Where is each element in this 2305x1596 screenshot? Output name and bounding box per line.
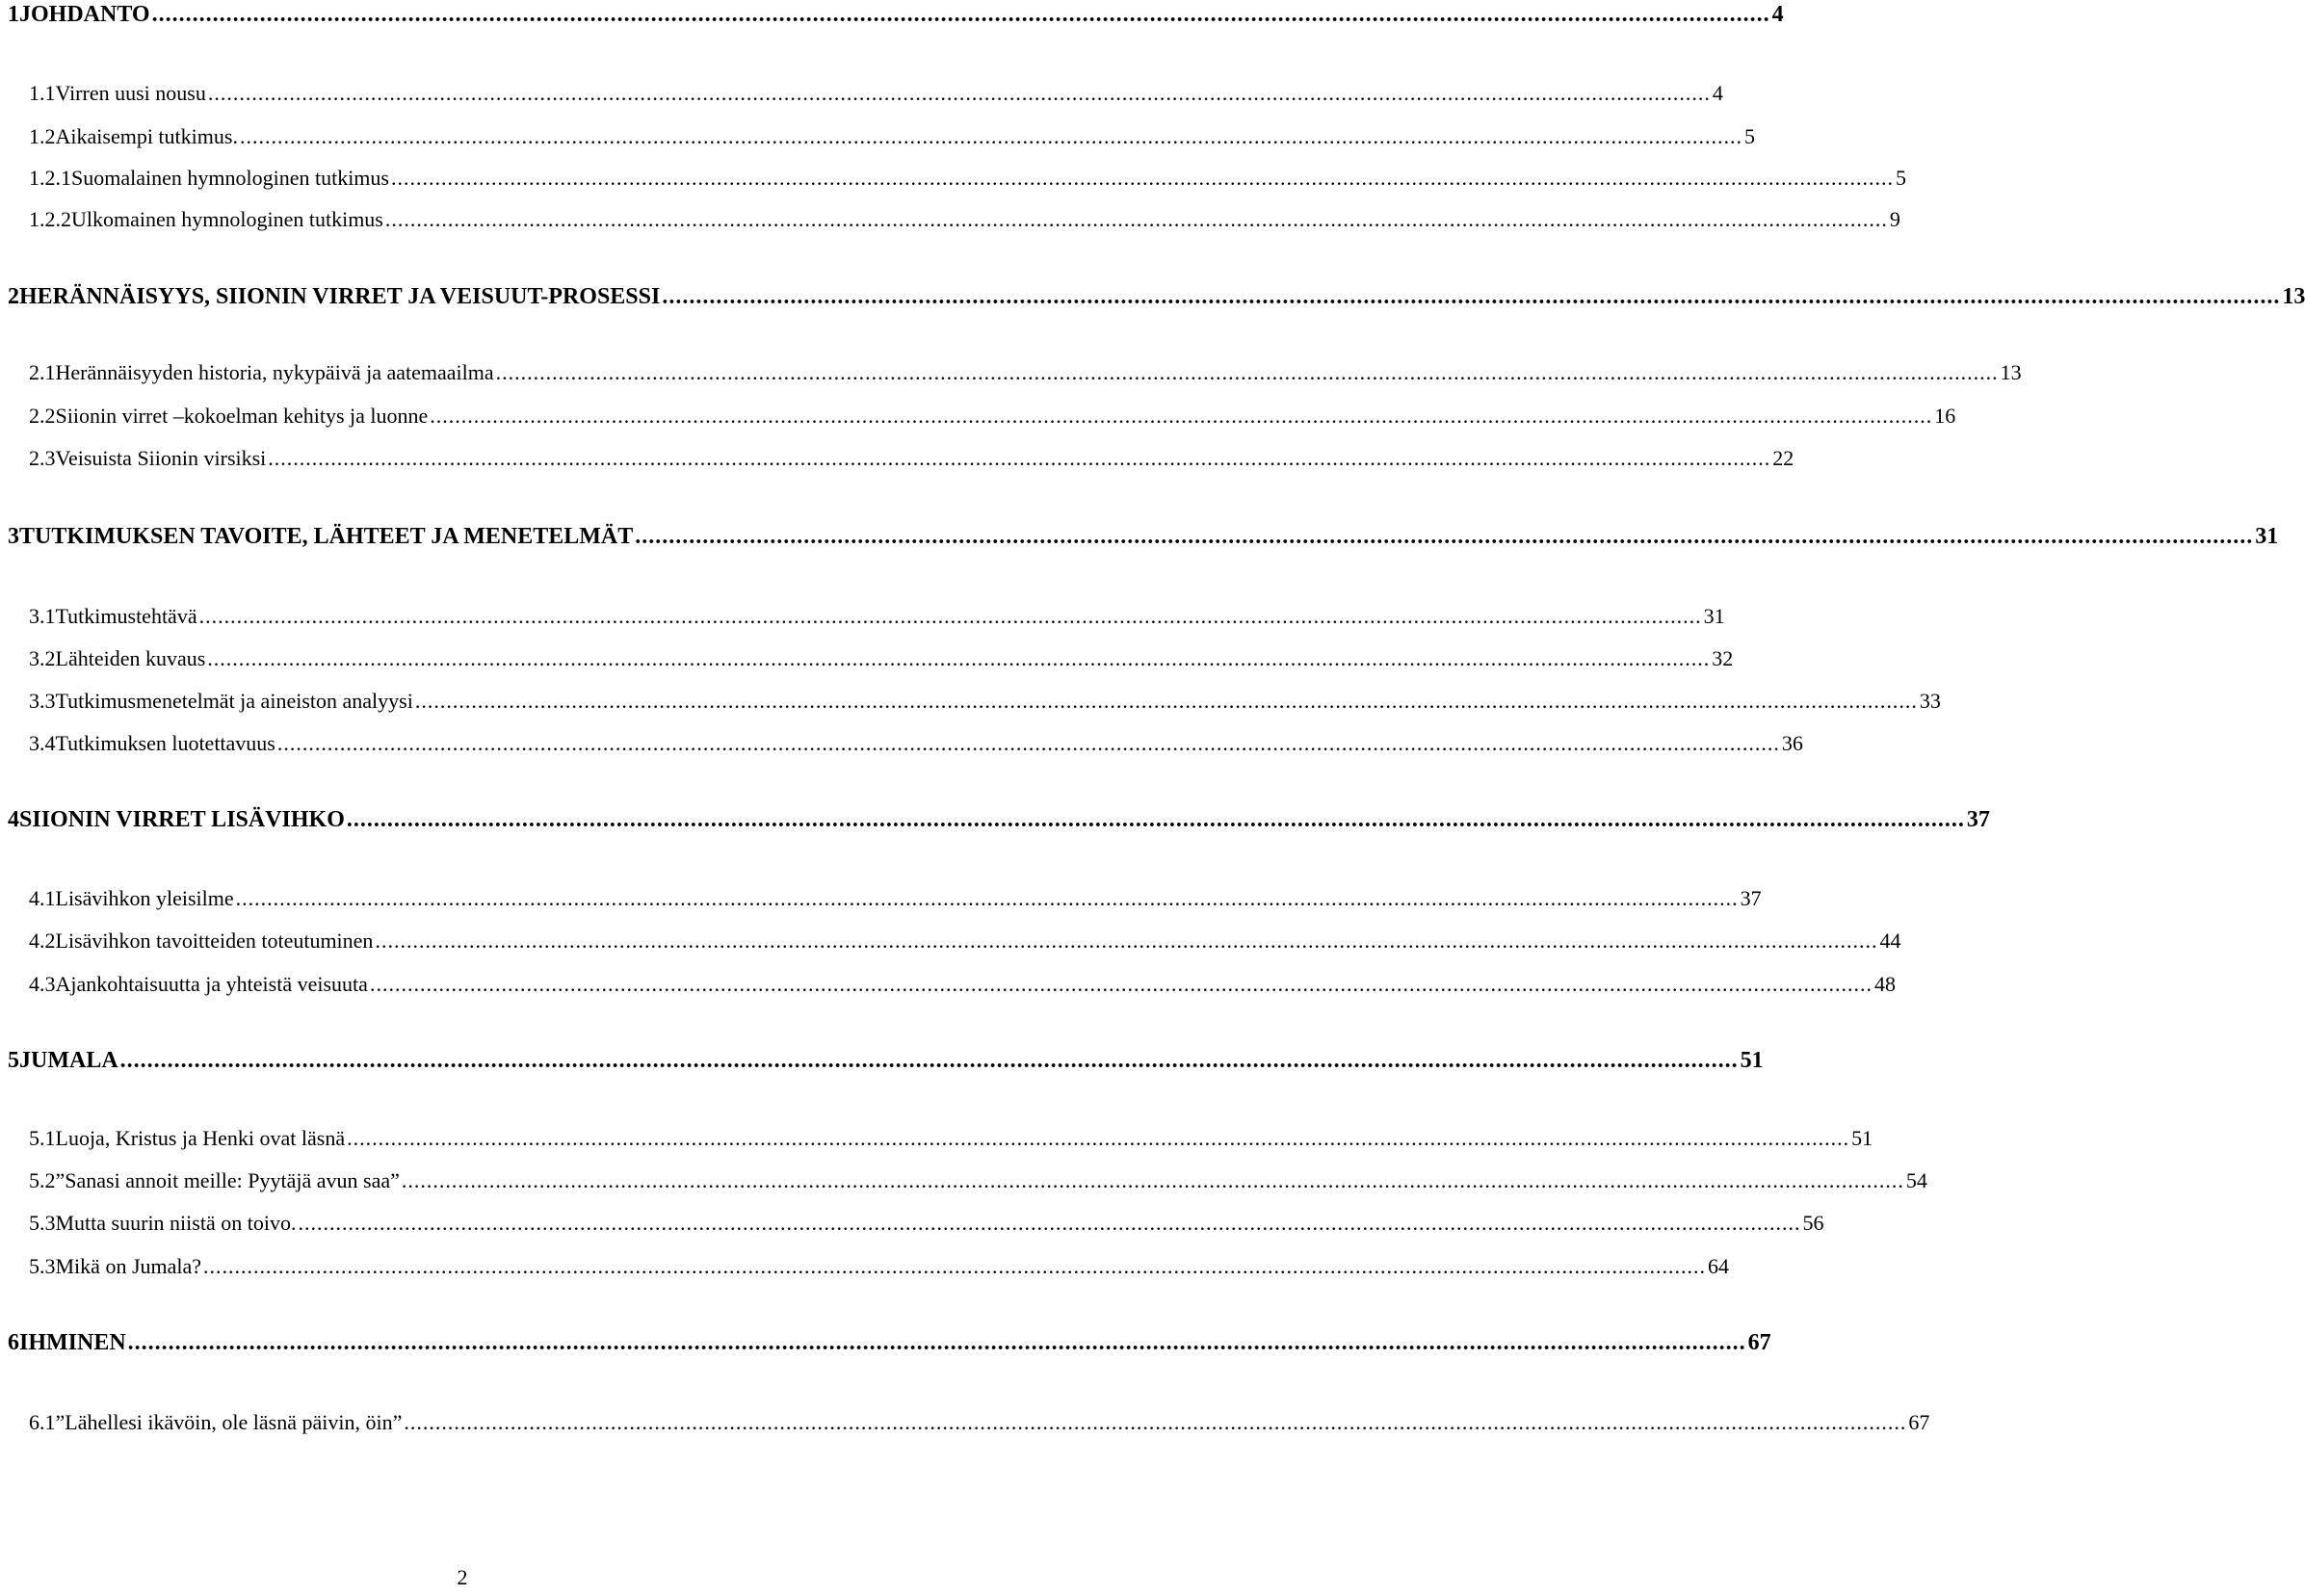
- toc-leader-dots: ................................................................................................................................................................................................................................................: [268, 446, 1771, 470]
- toc-title: IHMINEN: [19, 1330, 126, 1355]
- toc-title: ”Lähellesi ikävöin, ole läsnä päivin, öin”: [55, 1410, 403, 1434]
- toc-number: 3.1: [29, 604, 56, 628]
- toc-number: 1.2.1: [29, 166, 71, 190]
- toc-page-number: 67: [1908, 1410, 1930, 1434]
- toc-title: Ajankohtaisuutta ja yhteistä veisuuta: [55, 972, 368, 996]
- toc-entry-section[interactable]: [29, 689, 1941, 714]
- toc-number: 1.1: [29, 81, 56, 105]
- toc-number: 5.3: [29, 1211, 56, 1235]
- toc-entry-section[interactable]: [29, 360, 2022, 385]
- toc-page-number: 9: [1889, 207, 1900, 231]
- page-number: 2: [457, 1565, 468, 1589]
- toc-entry-section[interactable]: [29, 731, 1803, 756]
- toc-title: Luoja, Kristus ja Henki ovat läsnä: [55, 1126, 346, 1150]
- toc-page-number: 5: [1895, 166, 1906, 190]
- toc-page-number: 13: [2282, 284, 2305, 309]
- toc-leader-dots: ................................................................................................................................................................................................................................................: [276, 731, 1780, 755]
- toc-leader-dots: ................................................................................................................................................................................................................................................: [346, 807, 1965, 832]
- toc-page-number: 37: [1966, 807, 1990, 832]
- toc-page-number: 67: [1747, 1330, 1771, 1355]
- toc-entry-section[interactable]: [29, 929, 1901, 954]
- toc-leader-dots: ................................................................................................................................................................................................................................................: [401, 1168, 1904, 1192]
- toc-number: 5.3: [29, 1254, 56, 1278]
- toc-number: 4: [8, 807, 19, 832]
- toc-entry-section[interactable]: [29, 1410, 1930, 1435]
- toc-entry-section[interactable]: [29, 446, 1794, 471]
- toc-title: Virren uusi nousu: [55, 81, 206, 105]
- toc-leader-dots: ................................................................................................................................................................................................................................................: [495, 360, 1999, 384]
- toc-entry-section[interactable]: [29, 404, 1956, 429]
- toc-page-number: 36: [1781, 731, 1803, 755]
- toc-page-number: 54: [1905, 1168, 1927, 1192]
- toc-page-number: 32: [1712, 646, 1734, 670]
- toc-number: 3.2: [29, 646, 56, 670]
- toc-page-number: 37: [1740, 886, 1762, 910]
- toc-title: Herännäisyyden historia, nykypäivä ja aatemaailma: [55, 360, 494, 384]
- toc-page-number: 51: [1740, 1048, 1764, 1073]
- toc-title: Suomalainen hymnologinen tutkimus: [71, 166, 389, 190]
- toc-title: HERÄNNÄISYYS, SIIONIN VIRRET JA VEISUUT-PROSESSI: [19, 284, 661, 309]
- toc-entry-section[interactable]: [29, 81, 1723, 106]
- toc-page-number: 56: [1802, 1211, 1824, 1235]
- toc-number: 3.3: [29, 689, 56, 713]
- toc-leader-dots: ................................................................................................................................................................................................................................................: [390, 166, 1894, 190]
- toc-title: Siionin virret –kokoelman kehitys ja luonne: [55, 404, 429, 428]
- toc-title: Lisävihkon tavoitteiden toteutuminen: [55, 929, 374, 953]
- toc-entry-chapter[interactable]: [8, 1048, 1764, 1074]
- toc-entry-chapter[interactable]: [8, 524, 2279, 550]
- toc-entry-chapter[interactable]: [8, 2, 1784, 28]
- toc-number: 4.3: [29, 972, 56, 996]
- toc-title: JOHDANTO: [19, 2, 150, 27]
- toc-page-number: 44: [1879, 929, 1901, 953]
- toc-leader-dots: ................................................................................................................................................................................................................................................: [127, 1330, 1746, 1355]
- toc-leader-dots: ................................................................................................................................................................................................................................................: [235, 886, 1739, 910]
- toc-title: Mikä on Jumala?: [55, 1254, 202, 1278]
- toc-page-number: 4: [1771, 2, 1784, 27]
- toc-page-number: 33: [1919, 689, 1941, 713]
- toc-leader-dots: ................................................................................................................................................................................................................................................: [119, 1048, 1739, 1073]
- toc-title: Tutkimustehtävä: [55, 604, 197, 628]
- toc-entry-subsection[interactable]: [29, 207, 1900, 232]
- toc-entry-chapter[interactable]: [8, 284, 2305, 310]
- toc-leader-dots: ................................................................................................................................................................................................................................................: [207, 646, 1711, 670]
- toc-number: 6.1: [29, 1410, 56, 1434]
- toc-entry-section[interactable]: [29, 604, 1725, 629]
- toc-title: Mutta suurin niistä on toivo.: [55, 1211, 297, 1235]
- toc-number: 3: [8, 524, 19, 549]
- toc-entry-section[interactable]: [29, 972, 1896, 997]
- toc-title: Lisävihkon yleisilme: [55, 886, 234, 910]
- toc-leader-dots: ................................................................................................................................................................................................................................................: [662, 284, 2281, 309]
- toc-number: 4.1: [29, 886, 56, 910]
- toc-number: 1.2.2: [29, 207, 71, 231]
- toc-number: 1: [8, 2, 19, 27]
- toc-page-number: 48: [1873, 972, 1896, 996]
- toc-page-number: 31: [1703, 604, 1725, 628]
- toc-leader-dots: ................................................................................................................................................................................................................................................: [375, 929, 1878, 953]
- toc-leader-dots: ................................................................................................................................................................................................................................................: [430, 404, 1933, 428]
- toc-title: Lähteiden kuvaus: [55, 646, 206, 670]
- toc-leader-dots: ................................................................................................................................................................................................................................................: [384, 207, 1888, 231]
- toc-page-number: 31: [2255, 524, 2279, 549]
- toc-number: 5.2: [29, 1168, 56, 1192]
- toc-entry-section[interactable]: [29, 646, 1734, 671]
- toc-number: 4.2: [29, 929, 56, 953]
- toc-title: Ulkomainen hymnologinen tutkimus: [71, 207, 383, 231]
- toc-title: Veisuista Siionin virsiksi: [55, 446, 267, 470]
- toc-entry-section[interactable]: [29, 124, 1755, 149]
- toc-entry-section[interactable]: [29, 1126, 1873, 1151]
- toc-entry-section[interactable]: [29, 1254, 1730, 1279]
- toc-entry-section[interactable]: [29, 1168, 1927, 1193]
- toc-title: Aikaisempi tutkimus.: [55, 124, 238, 148]
- toc-number: 2.2: [29, 404, 56, 428]
- toc-entry-chapter[interactable]: [8, 807, 1990, 833]
- toc-page-number: 5: [1743, 124, 1755, 148]
- toc-entry-subsection[interactable]: [29, 166, 1906, 191]
- toc-leader-dots: ................................................................................................................................................................................................................................................: [369, 972, 1873, 996]
- toc-page-number: 4: [1712, 81, 1723, 105]
- toc-number: 5: [8, 1048, 19, 1073]
- toc-title: TUTKIMUKSEN TAVOITE, LÄHTEET JA MENETELMÄT: [19, 524, 634, 549]
- toc-leader-dots: ................................................................................................................................................................................................................................................: [414, 689, 1918, 713]
- toc-title: ”Sanasi annoit meille: Pyytäjä avun saa”: [55, 1168, 400, 1192]
- toc-title: Tutkimuksen luotettavuus: [55, 731, 275, 755]
- toc-number: 6: [8, 1330, 19, 1355]
- toc-number: 5.1: [29, 1126, 56, 1150]
- toc-number: 2.3: [29, 446, 56, 470]
- toc-page-number: 51: [1851, 1126, 1873, 1150]
- toc-leader-dots: ................................................................................................................................................................................................................................................: [347, 1126, 1850, 1150]
- toc-number: 3.4: [29, 731, 56, 755]
- toc-leader-dots: ................................................................................................................................................................................................................................................: [635, 524, 2254, 549]
- toc-page-number: 22: [1772, 446, 1794, 470]
- toc-title: JUMALA: [19, 1048, 118, 1073]
- toc-number: 2: [8, 284, 19, 309]
- toc-leader-dots: ................................................................................................................................................................................................................................................: [151, 2, 1770, 27]
- toc-entry-section[interactable]: [29, 886, 1762, 911]
- toc-leader-dots: ................................................................................................................................................................................................................................................: [203, 1254, 1707, 1278]
- toc-leader-dots: ................................................................................................................................................................................................................................................: [239, 124, 1742, 148]
- toc-title: SIIONIN VIRRET LISÄVIHKO: [19, 807, 345, 832]
- toc-number: 1.2: [29, 124, 56, 148]
- toc-entry-section[interactable]: [29, 1211, 1824, 1236]
- toc-leader-dots: ................................................................................................................................................................................................................................................: [207, 81, 1711, 105]
- toc-entry-chapter[interactable]: [8, 1330, 1771, 1356]
- toc-title: Tutkimusmenetelmät ja aineiston analyysi: [55, 689, 413, 713]
- toc-page-number: 64: [1708, 1254, 1730, 1278]
- toc-number: 2.1: [29, 360, 56, 384]
- toc-leader-dots: ................................................................................................................................................................................................................................................: [198, 604, 1702, 628]
- toc-page-number: 16: [1934, 404, 1956, 428]
- toc-page-number: 13: [2000, 360, 2022, 384]
- toc-leader-dots: ................................................................................................................................................................................................................................................: [404, 1410, 1907, 1434]
- toc-leader-dots: ................................................................................................................................................................................................................................................: [298, 1211, 1801, 1235]
